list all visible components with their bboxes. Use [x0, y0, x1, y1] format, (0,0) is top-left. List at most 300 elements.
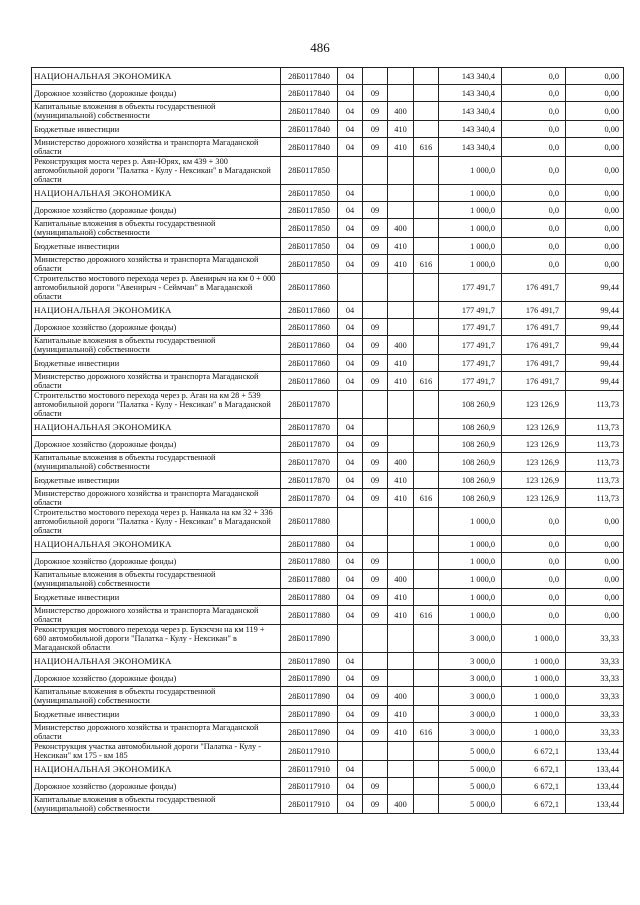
- subsection-code-cell: 09: [363, 706, 388, 723]
- actual-amount-cell: 0,0: [502, 589, 566, 606]
- expense-type-code-cell: [388, 670, 414, 687]
- administrator-code-cell: [414, 436, 439, 453]
- table-row: [32, 553, 624, 570]
- row-name-cell: НАЦИОНАЛЬНАЯ ЭКОНОМИКА: [32, 536, 281, 553]
- subsection-code-cell: [363, 742, 388, 761]
- planned-amount-cell: 1 000,0: [439, 606, 502, 625]
- table-row: [32, 274, 624, 302]
- execution-percent-cell: 0,00: [566, 138, 624, 157]
- row-name-cell: Бюджетные инвестиции: [32, 238, 281, 255]
- execution-percent-cell: 33,33: [566, 706, 624, 723]
- subsection-code-cell: [363, 274, 388, 302]
- execution-percent-cell: 113,73: [566, 419, 624, 436]
- expense-type-code-cell: [388, 625, 414, 653]
- row-name-cell: Бюджетные инвестиции: [32, 589, 281, 606]
- section-code-cell: 04: [338, 536, 363, 553]
- execution-percent-cell: 0,00: [566, 68, 624, 85]
- administrator-code-cell: [414, 553, 439, 570]
- row-name-cell: Дорожное хозяйство (дорожные фонды): [32, 436, 281, 453]
- subsection-code-cell: [363, 625, 388, 653]
- administrator-code-cell: [414, 795, 439, 814]
- administrator-code-cell: [414, 419, 439, 436]
- section-code-cell: 04: [338, 138, 363, 157]
- row-name-cell: Дорожное хозяйство (дорожные фонды): [32, 778, 281, 795]
- subsection-code-cell: 09: [363, 319, 388, 336]
- actual-amount-cell: 6 672,1: [502, 795, 566, 814]
- administrator-code-cell: [414, 302, 439, 319]
- expense-type-code-cell: 400: [388, 795, 414, 814]
- subsection-code-cell: [363, 653, 388, 670]
- row-name-cell: Министерство дорожного хозяйства и транспорта Магаданской области: [32, 723, 281, 742]
- actual-amount-cell: 176 491,7: [502, 319, 566, 336]
- target-article-code-cell: 28Б0117870: [281, 419, 338, 436]
- subsection-code-cell: 09: [363, 121, 388, 138]
- actual-amount-cell: 123 126,9: [502, 436, 566, 453]
- administrator-code-cell: [414, 202, 439, 219]
- expense-type-code-cell: [388, 742, 414, 761]
- table-row: [32, 157, 624, 185]
- table-row: [32, 255, 624, 274]
- budget-table-body: [32, 68, 624, 814]
- row-name-cell: Бюджетные инвестиции: [32, 355, 281, 372]
- section-code-cell: 04: [338, 372, 363, 391]
- expense-type-code-cell: 410: [388, 372, 414, 391]
- administrator-code-cell: [414, 185, 439, 202]
- table-row: [32, 778, 624, 795]
- section-code-cell: 04: [338, 706, 363, 723]
- planned-amount-cell: 1 000,0: [439, 157, 502, 185]
- execution-percent-cell: 99,44: [566, 372, 624, 391]
- subsection-code-cell: 09: [363, 589, 388, 606]
- target-article-code-cell: 28Б0117890: [281, 723, 338, 742]
- planned-amount-cell: 143 340,4: [439, 85, 502, 102]
- expense-type-code-cell: 410: [388, 472, 414, 489]
- expense-type-code-cell: 410: [388, 238, 414, 255]
- row-name-cell: НАЦИОНАЛЬНАЯ ЭКОНОМИКА: [32, 68, 281, 85]
- planned-amount-cell: 1 000,0: [439, 219, 502, 238]
- administrator-code-cell: [414, 238, 439, 255]
- subsection-code-cell: 09: [363, 138, 388, 157]
- execution-percent-cell: 113,73: [566, 453, 624, 472]
- table-row: [32, 302, 624, 319]
- execution-percent-cell: 0,00: [566, 553, 624, 570]
- administrator-code-cell: [414, 761, 439, 778]
- administrator-code-cell: 616: [414, 255, 439, 274]
- subsection-code-cell: 09: [363, 489, 388, 508]
- execution-percent-cell: 0,00: [566, 508, 624, 536]
- planned-amount-cell: 177 491,7: [439, 336, 502, 355]
- expense-type-code-cell: [388, 202, 414, 219]
- row-name-cell: Строительство мостового перехода через р. Аган на км 28 + 539 автомобильной дороги "Палатка - Кулу - Нексикан" в Магаданской области: [32, 391, 281, 419]
- execution-percent-cell: 113,73: [566, 472, 624, 489]
- administrator-code-cell: [414, 319, 439, 336]
- section-code-cell: 04: [338, 553, 363, 570]
- table-row: [32, 570, 624, 589]
- actual-amount-cell: 0,0: [502, 157, 566, 185]
- actual-amount-cell: 0,0: [502, 238, 566, 255]
- planned-amount-cell: 1 000,0: [439, 589, 502, 606]
- row-name-cell: Бюджетные инвестиции: [32, 472, 281, 489]
- administrator-code-cell: [414, 536, 439, 553]
- actual-amount-cell: 176 491,7: [502, 336, 566, 355]
- actual-amount-cell: 0,0: [502, 85, 566, 102]
- table-row: [32, 355, 624, 372]
- target-article-code-cell: 28Б0117870: [281, 453, 338, 472]
- row-name-cell: Дорожное хозяйство (дорожные фонды): [32, 85, 281, 102]
- section-code-cell: 04: [338, 670, 363, 687]
- target-article-code-cell: 28Б0117850: [281, 185, 338, 202]
- subsection-code-cell: 09: [363, 336, 388, 355]
- actual-amount-cell: 176 491,7: [502, 302, 566, 319]
- planned-amount-cell: 3 000,0: [439, 670, 502, 687]
- execution-percent-cell: 99,44: [566, 302, 624, 319]
- planned-amount-cell: 108 260,9: [439, 391, 502, 419]
- table-row: [32, 687, 624, 706]
- actual-amount-cell: 1 000,0: [502, 706, 566, 723]
- section-code-cell: [338, 742, 363, 761]
- subsection-code-cell: 09: [363, 219, 388, 238]
- subsection-code-cell: 09: [363, 778, 388, 795]
- table-row: [32, 238, 624, 255]
- administrator-code-cell: [414, 274, 439, 302]
- table-row: [32, 742, 624, 761]
- actual-amount-cell: 6 672,1: [502, 778, 566, 795]
- execution-percent-cell: 0,00: [566, 121, 624, 138]
- actual-amount-cell: 0,0: [502, 255, 566, 274]
- subsection-code-cell: 09: [363, 453, 388, 472]
- row-name-cell: Бюджетные инвестиции: [32, 121, 281, 138]
- target-article-code-cell: 28Б0117860: [281, 274, 338, 302]
- section-code-cell: [338, 157, 363, 185]
- planned-amount-cell: 1 000,0: [439, 508, 502, 536]
- target-article-code-cell: 28Б0117880: [281, 589, 338, 606]
- execution-percent-cell: 33,33: [566, 687, 624, 706]
- execution-percent-cell: 0,00: [566, 202, 624, 219]
- expense-type-code-cell: 400: [388, 219, 414, 238]
- table-row: [32, 489, 624, 508]
- expense-type-code-cell: 410: [388, 121, 414, 138]
- administrator-code-cell: [414, 687, 439, 706]
- administrator-code-cell: [414, 219, 439, 238]
- target-article-code-cell: 28Б0117850: [281, 255, 338, 274]
- row-name-cell: НАЦИОНАЛЬНАЯ ЭКОНОМИКА: [32, 761, 281, 778]
- table-row: [32, 670, 624, 687]
- row-name-cell: Реконструкция участка автомобильной дороги "Палатка - Кулу - Нексикан" км 175 - км 185: [32, 742, 281, 761]
- planned-amount-cell: 177 491,7: [439, 274, 502, 302]
- page-number: 486: [310, 40, 330, 55]
- row-name-cell: Капитальные вложения в объекты государственной (муниципальной) собственности: [32, 219, 281, 238]
- section-code-cell: 04: [338, 589, 363, 606]
- target-article-code-cell: 28Б0117840: [281, 85, 338, 102]
- expense-type-code-cell: [388, 319, 414, 336]
- expense-type-code-cell: [388, 274, 414, 302]
- section-code-cell: 04: [338, 302, 363, 319]
- planned-amount-cell: 1 000,0: [439, 255, 502, 274]
- table-row: [32, 185, 624, 202]
- row-name-cell: Капитальные вложения в объекты государственной (муниципальной) собственности: [32, 795, 281, 814]
- section-code-cell: 04: [338, 238, 363, 255]
- expense-type-code-cell: [388, 536, 414, 553]
- target-article-code-cell: 28Б0117880: [281, 536, 338, 553]
- section-code-cell: 04: [338, 336, 363, 355]
- administrator-code-cell: [414, 653, 439, 670]
- subsection-code-cell: 09: [363, 238, 388, 255]
- section-code-cell: 04: [338, 453, 363, 472]
- section-code-cell: 04: [338, 761, 363, 778]
- planned-amount-cell: 5 000,0: [439, 778, 502, 795]
- subsection-code-cell: 09: [363, 85, 388, 102]
- expense-type-code-cell: 410: [388, 723, 414, 742]
- row-name-cell: Дорожное хозяйство (дорожные фонды): [32, 670, 281, 687]
- row-name-cell: Реконструкция моста через р. Аян-Юрях, км 439 + 300 автомобильной дороги "Палатка - Кулу - Нексикан" в Магаданской области: [32, 157, 281, 185]
- administrator-code-cell: [414, 742, 439, 761]
- target-article-code-cell: 28Б0117880: [281, 570, 338, 589]
- table-row: [32, 436, 624, 453]
- section-code-cell: 04: [338, 723, 363, 742]
- execution-percent-cell: 99,44: [566, 319, 624, 336]
- expense-type-code-cell: [388, 391, 414, 419]
- planned-amount-cell: 143 340,4: [439, 138, 502, 157]
- actual-amount-cell: 123 126,9: [502, 453, 566, 472]
- target-article-code-cell: 28Б0117910: [281, 778, 338, 795]
- actual-amount-cell: 176 491,7: [502, 372, 566, 391]
- actual-amount-cell: 6 672,1: [502, 761, 566, 778]
- subsection-code-cell: [363, 761, 388, 778]
- execution-percent-cell: 133,44: [566, 742, 624, 761]
- actual-amount-cell: 123 126,9: [502, 391, 566, 419]
- actual-amount-cell: 0,0: [502, 553, 566, 570]
- actual-amount-cell: 123 126,9: [502, 489, 566, 508]
- target-article-code-cell: 28Б0117910: [281, 761, 338, 778]
- planned-amount-cell: 5 000,0: [439, 795, 502, 814]
- table-row: [32, 202, 624, 219]
- execution-percent-cell: 133,44: [566, 761, 624, 778]
- actual-amount-cell: 0,0: [502, 185, 566, 202]
- row-name-cell: НАЦИОНАЛЬНАЯ ЭКОНОМИКА: [32, 302, 281, 319]
- expense-type-code-cell: [388, 302, 414, 319]
- expense-type-code-cell: [388, 778, 414, 795]
- execution-percent-cell: 33,33: [566, 723, 624, 742]
- expense-type-code-cell: 400: [388, 336, 414, 355]
- execution-percent-cell: 0,00: [566, 85, 624, 102]
- table-row: [32, 68, 624, 85]
- section-code-cell: 04: [338, 319, 363, 336]
- administrator-code-cell: [414, 68, 439, 85]
- expense-type-code-cell: 400: [388, 102, 414, 121]
- actual-amount-cell: 1 000,0: [502, 687, 566, 706]
- administrator-code-cell: [414, 121, 439, 138]
- expense-type-code-cell: 400: [388, 570, 414, 589]
- subsection-code-cell: [363, 157, 388, 185]
- planned-amount-cell: 3 000,0: [439, 687, 502, 706]
- subsection-code-cell: 09: [363, 606, 388, 625]
- target-article-code-cell: 28Б0117860: [281, 372, 338, 391]
- administrator-code-cell: [414, 778, 439, 795]
- section-code-cell: [338, 625, 363, 653]
- actual-amount-cell: 176 491,7: [502, 355, 566, 372]
- target-article-code-cell: 28Б0117850: [281, 219, 338, 238]
- row-name-cell: Министерство дорожного хозяйства и транспорта Магаданской области: [32, 138, 281, 157]
- expense-type-code-cell: [388, 157, 414, 185]
- table-row: [32, 706, 624, 723]
- row-name-cell: Бюджетные инвестиции: [32, 706, 281, 723]
- execution-percent-cell: 133,44: [566, 778, 624, 795]
- administrator-code-cell: [414, 472, 439, 489]
- expense-type-code-cell: [388, 761, 414, 778]
- row-name-cell: Министерство дорожного хозяйства и транспорта Магаданской области: [32, 372, 281, 391]
- planned-amount-cell: 5 000,0: [439, 761, 502, 778]
- row-name-cell: Капитальные вложения в объекты государственной (муниципальной) собственности: [32, 453, 281, 472]
- target-article-code-cell: 28Б0117840: [281, 102, 338, 121]
- planned-amount-cell: 108 260,9: [439, 436, 502, 453]
- actual-amount-cell: 6 672,1: [502, 742, 566, 761]
- planned-amount-cell: 108 260,9: [439, 419, 502, 436]
- actual-amount-cell: 0,0: [502, 219, 566, 238]
- table-row: [32, 653, 624, 670]
- administrator-code-cell: [414, 391, 439, 419]
- target-article-code-cell: 28Б0117860: [281, 336, 338, 355]
- section-code-cell: 04: [338, 355, 363, 372]
- section-code-cell: 04: [338, 219, 363, 238]
- target-article-code-cell: 28Б0117890: [281, 625, 338, 653]
- execution-percent-cell: 113,73: [566, 436, 624, 453]
- row-name-cell: Дорожное хозяйство (дорожные фонды): [32, 553, 281, 570]
- row-name-cell: Строительство мостового перехода через р. Авенирыч на км 0 + 000 автомобильной дороги "Авенирыч - Сеймчан" в Магаданской области: [32, 274, 281, 302]
- planned-amount-cell: 1 000,0: [439, 553, 502, 570]
- table-row: [32, 453, 624, 472]
- section-code-cell: 04: [338, 795, 363, 814]
- target-article-code-cell: 28Б0117890: [281, 706, 338, 723]
- section-code-cell: 04: [338, 436, 363, 453]
- target-article-code-cell: 28Б0117890: [281, 687, 338, 706]
- administrator-code-cell: [414, 625, 439, 653]
- actual-amount-cell: 0,0: [502, 121, 566, 138]
- execution-percent-cell: 0,00: [566, 255, 624, 274]
- execution-percent-cell: 33,33: [566, 625, 624, 653]
- row-name-cell: Капитальные вложения в объекты государственной (муниципальной) собственности: [32, 102, 281, 121]
- target-article-code-cell: 28Б0117890: [281, 670, 338, 687]
- section-code-cell: [338, 391, 363, 419]
- actual-amount-cell: 0,0: [502, 102, 566, 121]
- execution-percent-cell: 0,00: [566, 185, 624, 202]
- subsection-code-cell: 09: [363, 723, 388, 742]
- target-article-code-cell: 28Б0117850: [281, 202, 338, 219]
- target-article-code-cell: 28Б0117910: [281, 742, 338, 761]
- administrator-code-cell: 616: [414, 372, 439, 391]
- execution-percent-cell: 0,00: [566, 102, 624, 121]
- section-code-cell: 04: [338, 85, 363, 102]
- planned-amount-cell: 3 000,0: [439, 625, 502, 653]
- administrator-code-cell: [414, 589, 439, 606]
- subsection-code-cell: 09: [363, 670, 388, 687]
- table-row: [32, 536, 624, 553]
- subsection-code-cell: 09: [363, 570, 388, 589]
- section-code-cell: 04: [338, 606, 363, 625]
- row-name-cell: Реконструкция мостового перехода через р. Букэсчэн на км 119 + 680 автомобильной дороги "Палатка - Кулу - Нексикан" в Магаданской области: [32, 625, 281, 653]
- table-row: [32, 589, 624, 606]
- subsection-code-cell: 09: [363, 355, 388, 372]
- row-name-cell: Дорожное хозяйство (дорожные фонды): [32, 319, 281, 336]
- table-row: [32, 472, 624, 489]
- expense-type-code-cell: [388, 436, 414, 453]
- subsection-code-cell: 09: [363, 102, 388, 121]
- planned-amount-cell: 177 491,7: [439, 302, 502, 319]
- section-code-cell: 04: [338, 102, 363, 121]
- subsection-code-cell: [363, 508, 388, 536]
- execution-percent-cell: 0,00: [566, 606, 624, 625]
- subsection-code-cell: 09: [363, 687, 388, 706]
- execution-percent-cell: 0,00: [566, 589, 624, 606]
- target-article-code-cell: 28Б0117850: [281, 157, 338, 185]
- expense-type-code-cell: 400: [388, 453, 414, 472]
- row-name-cell: НАЦИОНАЛЬНАЯ ЭКОНОМИКА: [32, 419, 281, 436]
- planned-amount-cell: 1 000,0: [439, 202, 502, 219]
- table-row: [32, 319, 624, 336]
- execution-percent-cell: 0,00: [566, 219, 624, 238]
- execution-percent-cell: 113,73: [566, 489, 624, 508]
- subsection-code-cell: 09: [363, 553, 388, 570]
- target-article-code-cell: 28Б0117880: [281, 508, 338, 536]
- subsection-code-cell: [363, 536, 388, 553]
- subsection-code-cell: 09: [363, 255, 388, 274]
- planned-amount-cell: 143 340,4: [439, 102, 502, 121]
- execution-percent-cell: 113,73: [566, 391, 624, 419]
- expense-type-code-cell: [388, 653, 414, 670]
- administrator-code-cell: [414, 570, 439, 589]
- table-row: [32, 508, 624, 536]
- target-article-code-cell: 28Б0117840: [281, 121, 338, 138]
- expense-type-code-cell: 410: [388, 489, 414, 508]
- actual-amount-cell: 0,0: [502, 202, 566, 219]
- table-row: [32, 606, 624, 625]
- actual-amount-cell: 0,0: [502, 570, 566, 589]
- expense-type-code-cell: 410: [388, 606, 414, 625]
- actual-amount-cell: 0,0: [502, 508, 566, 536]
- execution-percent-cell: 99,44: [566, 355, 624, 372]
- table-row: [32, 138, 624, 157]
- expense-type-code-cell: 410: [388, 706, 414, 723]
- table-row: [32, 102, 624, 121]
- planned-amount-cell: 108 260,9: [439, 489, 502, 508]
- administrator-code-cell: [414, 157, 439, 185]
- administrator-code-cell: [414, 355, 439, 372]
- table-row: [32, 336, 624, 355]
- administrator-code-cell: 616: [414, 723, 439, 742]
- table-row: [32, 85, 624, 102]
- planned-amount-cell: 177 491,7: [439, 372, 502, 391]
- actual-amount-cell: 1 000,0: [502, 670, 566, 687]
- target-article-code-cell: 28Б0117910: [281, 795, 338, 814]
- expense-type-code-cell: [388, 419, 414, 436]
- administrator-code-cell: [414, 102, 439, 121]
- target-article-code-cell: 28Б0117880: [281, 606, 338, 625]
- section-code-cell: 04: [338, 778, 363, 795]
- planned-amount-cell: 143 340,4: [439, 121, 502, 138]
- subsection-code-cell: [363, 419, 388, 436]
- actual-amount-cell: 176 491,7: [502, 274, 566, 302]
- table-row: [32, 795, 624, 814]
- actual-amount-cell: 0,0: [502, 536, 566, 553]
- budget-table: [31, 67, 624, 814]
- planned-amount-cell: 143 340,4: [439, 68, 502, 85]
- administrator-code-cell: 616: [414, 489, 439, 508]
- section-code-cell: 04: [338, 202, 363, 219]
- target-article-code-cell: 28Б0117870: [281, 472, 338, 489]
- subsection-code-cell: 09: [363, 795, 388, 814]
- row-name-cell: Министерство дорожного хозяйства и транспорта Магаданской области: [32, 606, 281, 625]
- expense-type-code-cell: [388, 68, 414, 85]
- target-article-code-cell: 28Б0117870: [281, 391, 338, 419]
